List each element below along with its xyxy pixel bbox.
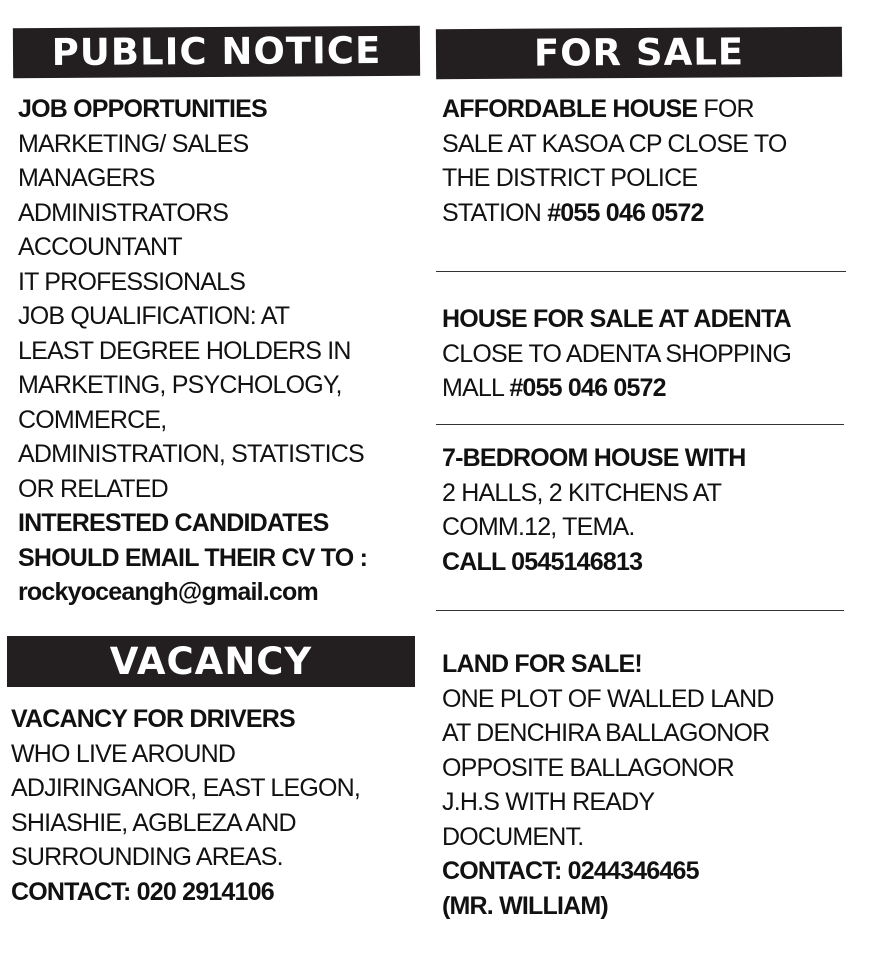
adenta-house-ad bbox=[442, 302, 791, 406]
ad4-line: ONE PLOT OF WALLED LAND bbox=[442, 684, 774, 713]
ad4-contact-name: (MR. WILLIAM) bbox=[442, 891, 608, 920]
public-notice-title: PUBLIC NOTICE bbox=[51, 28, 382, 75]
position-item: ACCOUNTANT bbox=[18, 233, 182, 261]
ad3-line: 2 HALLS, 2 KITCHENS AT bbox=[442, 478, 722, 507]
vacancy-banner bbox=[7, 636, 415, 687]
qualification-line: OR RELATED bbox=[18, 474, 168, 503]
public-notice-banner bbox=[13, 26, 420, 78]
position-item: IT PROFESSIONALS bbox=[18, 267, 246, 296]
ad3-heading: 7-BEDROOM HOUSE WITH bbox=[442, 444, 746, 472]
ad1-phone: #055 046 0572 bbox=[547, 198, 704, 227]
job-opportunities-heading: JOB OPPORTUNITIES bbox=[18, 95, 267, 123]
vacancy-title: VACANCY bbox=[109, 640, 313, 683]
ad3-line: COMM.12, TEMA. bbox=[442, 513, 635, 541]
vacancy-ad bbox=[11, 702, 360, 909]
position-item: ADMINISTRATORS bbox=[18, 198, 229, 227]
divider-2 bbox=[436, 424, 844, 425]
ad3-contact: CALL 0545146813 bbox=[442, 547, 643, 576]
ad1-heading-tail: FOR bbox=[697, 95, 754, 123]
instruction-line: SHOULD EMAIL THEIR CV TO : bbox=[18, 543, 368, 572]
qualification-line: JOB QUALIFICATION: AT bbox=[18, 302, 290, 330]
ad4-contact: CONTACT: 0244346465 bbox=[442, 857, 699, 885]
bedroom-house-ad bbox=[442, 441, 745, 579]
ad1-heading: AFFORDABLE HOUSE bbox=[442, 95, 698, 123]
ad1-last-prefix: STATION bbox=[442, 198, 548, 227]
qualification-line: LEAST DEGREE HOLDERS IN bbox=[18, 336, 351, 365]
ad4-heading: LAND FOR SALE! bbox=[442, 650, 642, 678]
land-for-sale-ad bbox=[442, 647, 774, 923]
ad2-phone: #055 046 0572 bbox=[509, 374, 666, 402]
vacancy-line: SURROUNDING AREAS. bbox=[11, 843, 283, 871]
instruction-line: INTERESTED CANDIDATES bbox=[18, 509, 329, 537]
for-sale-banner bbox=[436, 27, 842, 79]
vacancy-contact: CONTACT: 020 2914106 bbox=[11, 877, 274, 906]
email-address: rockyoceangh@gmail.com bbox=[18, 578, 318, 606]
vacancy-line: SHIASHIE, AGBLEZA AND bbox=[11, 808, 296, 837]
ad1-line: SALE AT KASOA CP CLOSE TO bbox=[442, 129, 787, 158]
position-item: MANAGERS bbox=[18, 164, 155, 192]
qualification-line: ADMINISTRATION, STATISTICS bbox=[18, 440, 364, 468]
ad4-line: DOCUMENT. bbox=[442, 822, 584, 851]
vacancy-line: WHO LIVE AROUND bbox=[11, 739, 236, 768]
divider-1 bbox=[436, 271, 846, 272]
vacancy-line: ADJIRINGANOR, EAST LEGON, bbox=[11, 774, 361, 802]
ad2-heading: HOUSE FOR SALE AT ADENTA bbox=[442, 305, 791, 333]
divider-3 bbox=[436, 610, 844, 611]
ad4-line: J.H.S WITH READY bbox=[442, 788, 655, 816]
ad4-line: OPPOSITE BALLAGONOR bbox=[442, 753, 734, 782]
for-sale-title: FOR SALE bbox=[533, 30, 745, 75]
vacancy-heading: VACANCY FOR DRIVERS bbox=[11, 705, 295, 733]
ad2-line: CLOSE TO ADENTA SHOPPING bbox=[442, 339, 791, 368]
affordable-house-ad bbox=[442, 92, 787, 230]
ad1-line: THE DISTRICT POLICE bbox=[442, 164, 698, 192]
qualification-line: MARKETING, PSYCHOLOGY, bbox=[18, 371, 342, 399]
qualification-line: COMMERCE, bbox=[18, 405, 167, 434]
public-notice-ad bbox=[18, 92, 367, 610]
ad2-last-prefix: MALL bbox=[442, 374, 510, 402]
ad4-line: AT DENCHIRA BALLAGONOR bbox=[442, 719, 770, 747]
position-item: MARKETING/ SALES bbox=[18, 129, 249, 158]
